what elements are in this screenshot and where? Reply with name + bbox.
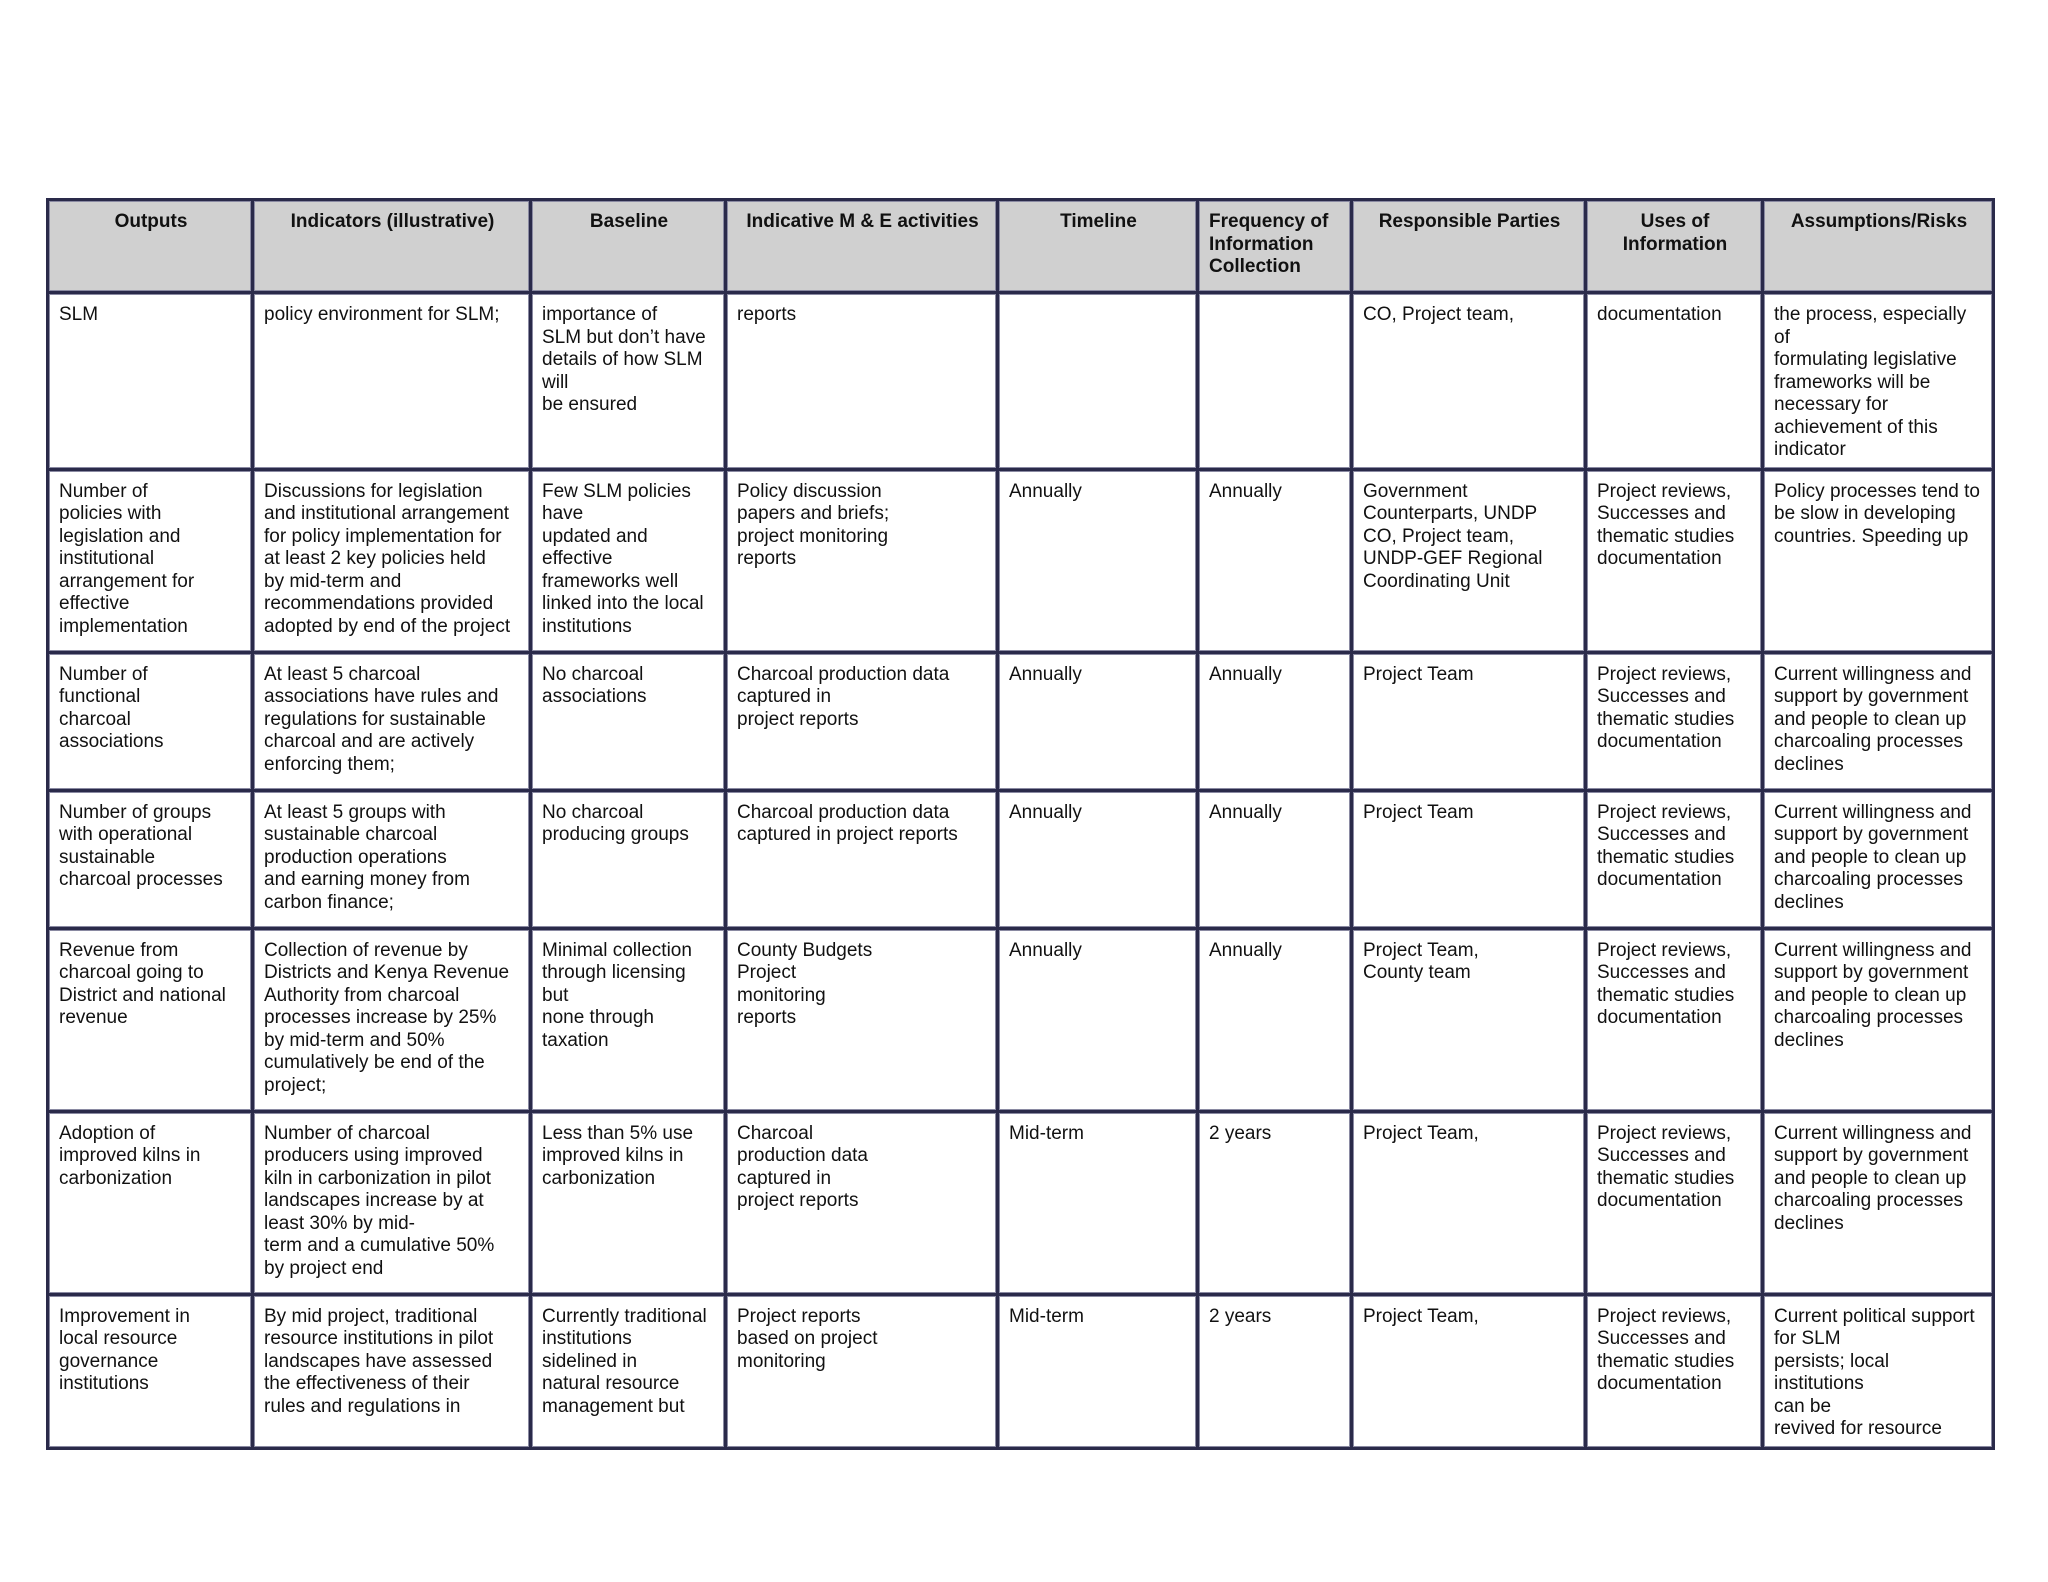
cell-baseline: No charcoal producing groups <box>532 792 727 930</box>
cell-responsible: Project Team, <box>1353 1296 1587 1450</box>
cell-responsible: Project Team <box>1353 654 1587 792</box>
cell-uses: Project reviews, Successes and thematic studies documentation <box>1587 654 1764 792</box>
cell-me-activity: Charcoal production data captured in project reports <box>727 1113 999 1296</box>
cell-me-activity: Policy discussion papers and briefs; project monitoring reports <box>727 471 999 654</box>
cell-timeline: Annually <box>999 930 1199 1113</box>
cell-me-activity: Charcoal production data captured in project reports <box>727 654 999 792</box>
col-header-indicators: Indicators (illustrative) <box>254 201 532 294</box>
cell-output: Number of groups with operational sustainable charcoal processes <box>49 792 254 930</box>
table-row <box>49 930 1995 1113</box>
cell-me-activity: County Budgets Project monitoring reports <box>727 930 999 1113</box>
col-header-baseline: Baseline <box>532 201 727 294</box>
table-row <box>49 1296 1995 1450</box>
cell-output: Number of policies with legislation and institutional arrangement for effective implementation <box>49 471 254 654</box>
table-row <box>49 294 1995 471</box>
cell-indicator: policy environment for SLM; <box>254 294 532 471</box>
cell-frequency: 2 years <box>1199 1113 1353 1296</box>
col-header-responsible-parties: Responsible Parties <box>1353 201 1587 294</box>
cell-responsible: CO, Project team, <box>1353 294 1587 471</box>
cell-responsible: Government Counterparts, UNDP CO, Project team, UNDP-GEF Regional Coordinating Unit <box>1353 471 1587 654</box>
cell-baseline: Currently traditional institutions sidelined in natural resource management but <box>532 1296 727 1450</box>
cell-baseline: Less than 5% use improved kilns in carbonization <box>532 1113 727 1296</box>
cell-indicator: By mid project, traditional resource institutions in pilot landscapes have assessed the effectiveness of their rules and regulations in <box>254 1296 532 1450</box>
cell-timeline: Mid-term <box>999 1296 1199 1450</box>
col-header-timeline: Timeline <box>999 201 1199 294</box>
me-framework-table <box>46 198 1995 1450</box>
cell-uses: documentation <box>1587 294 1764 471</box>
cell-timeline: Mid-term <box>999 1113 1199 1296</box>
cell-indicator: Number of charcoal producers using improved kiln in carbonization in pilot landscapes increase by at least 30% by mid- term and a cumulative 50% by project end <box>254 1113 532 1296</box>
cell-frequency: Annually <box>1199 792 1353 930</box>
cell-assumptions: Current willingness and support by government and people to clean up charcoaling processes declines <box>1764 654 1995 792</box>
col-header-uses: Uses of Information <box>1587 201 1764 294</box>
cell-output: SLM <box>49 294 254 471</box>
cell-assumptions: Current willingness and support by government and people to clean up charcoaling processes declines <box>1764 1113 1995 1296</box>
cell-me-activity: Charcoal production data captured in project reports <box>727 792 999 930</box>
table-row <box>49 1113 1995 1296</box>
cell-responsible: Project Team <box>1353 792 1587 930</box>
cell-timeline <box>999 294 1199 471</box>
cell-output: Number of functional charcoal associations <box>49 654 254 792</box>
cell-uses: Project reviews, Successes and thematic studies documentation <box>1587 792 1764 930</box>
cell-assumptions: Current willingness and support by government and people to clean up charcoaling processes declines <box>1764 930 1995 1113</box>
cell-baseline: importance of SLM but don’t have details of how SLM will be ensured <box>532 294 727 471</box>
cell-frequency: Annually <box>1199 930 1353 1113</box>
cell-timeline: Annually <box>999 792 1199 930</box>
cell-timeline: Annually <box>999 654 1199 792</box>
col-header-outputs: Outputs <box>49 201 254 294</box>
col-header-frequency: Frequency of Information Collection <box>1199 201 1353 294</box>
col-header-me-activities: Indicative M & E activities <box>727 201 999 294</box>
cell-baseline: Minimal collection through licensing but none through taxation <box>532 930 727 1113</box>
cell-output: Revenue from charcoal going to District and national revenue <box>49 930 254 1113</box>
cell-me-activity: Project reports based on project monitoring <box>727 1296 999 1450</box>
cell-uses: Project reviews, Successes and thematic studies documentation <box>1587 471 1764 654</box>
cell-assumptions: the process, especially of formulating legislative frameworks will be necessary for achievement of this indicator <box>1764 294 1995 471</box>
cell-assumptions: Current political support for SLM persists; local institutions can be revived for resource <box>1764 1296 1995 1450</box>
cell-output: Improvement in local resource governance institutions <box>49 1296 254 1450</box>
cell-frequency: Annually <box>1199 654 1353 792</box>
cell-responsible: Project Team, County team <box>1353 930 1587 1113</box>
cell-indicator: At least 5 charcoal associations have rules and regulations for sustainable charcoal and are actively enforcing them; <box>254 654 532 792</box>
cell-timeline: Annually <box>999 471 1199 654</box>
col-header-assumptions: Assumptions/Risks <box>1764 201 1995 294</box>
cell-responsible: Project Team, <box>1353 1113 1587 1296</box>
table-row <box>49 654 1995 792</box>
cell-uses: Project reviews, Successes and thematic studies documentation <box>1587 1296 1764 1450</box>
cell-indicator: At least 5 groups with sustainable charcoal production operations and earning money from carbon finance; <box>254 792 532 930</box>
cell-output: Adoption of improved kilns in carbonization <box>49 1113 254 1296</box>
cell-assumptions: Policy processes tend to be slow in developing countries. Speeding up <box>1764 471 1995 654</box>
cell-uses: Project reviews, Successes and thematic studies documentation <box>1587 1113 1764 1296</box>
cell-frequency: Annually <box>1199 471 1353 654</box>
table-row <box>49 471 1995 654</box>
table-row <box>49 792 1995 930</box>
table-header-row <box>49 201 1995 294</box>
cell-me-activity: reports <box>727 294 999 471</box>
cell-baseline: Few SLM policies have updated and effective frameworks well linked into the local institutions <box>532 471 727 654</box>
cell-frequency: 2 years <box>1199 1296 1353 1450</box>
cell-assumptions: Current willingness and support by government and people to clean up charcoaling processes declines <box>1764 792 1995 930</box>
cell-frequency <box>1199 294 1353 471</box>
cell-baseline: No charcoal associations <box>532 654 727 792</box>
cell-uses: Project reviews, Successes and thematic studies documentation <box>1587 930 1764 1113</box>
cell-indicator: Discussions for legislation and institutional arrangement for policy implementation for at least 2 key policies held by mid-term and recommendations provided adopted by end of the project <box>254 471 532 654</box>
cell-indicator: Collection of revenue by Districts and Kenya Revenue Authority from charcoal processes increase by 25% by mid-term and 50% cumulatively be end of the project; <box>254 930 532 1113</box>
